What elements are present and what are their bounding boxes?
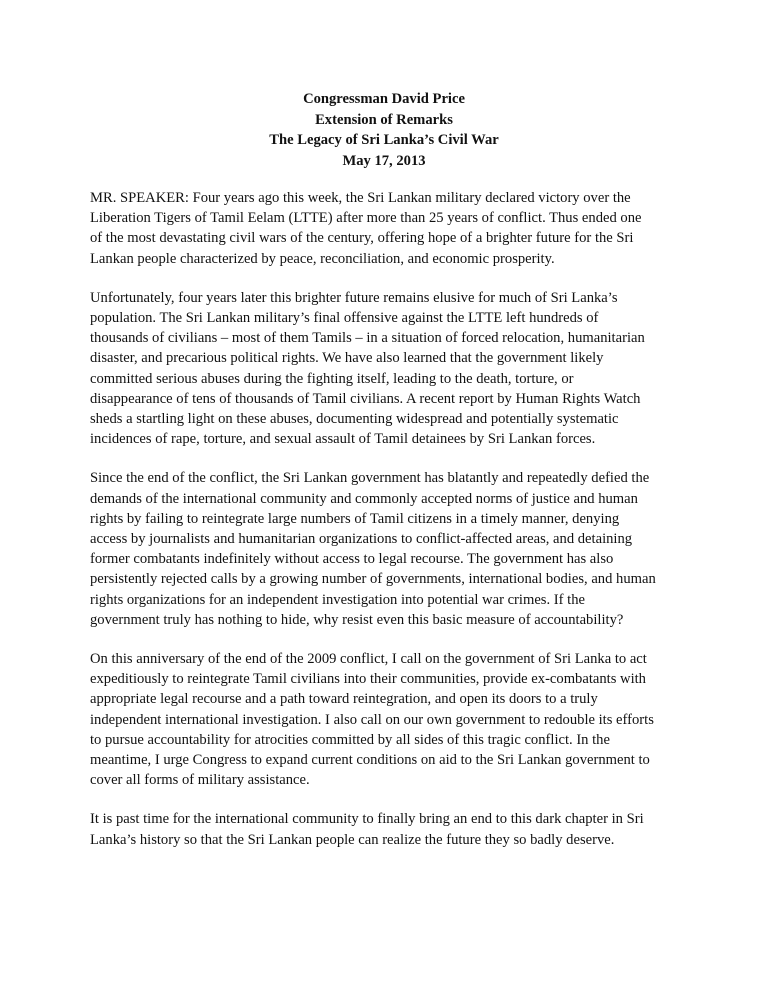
text-line: demands of the international community and commonly accepted norms of justice and human <box>90 490 638 507</box>
paragraph-5 <box>90 809 690 849</box>
document-body <box>90 188 690 869</box>
text-line: MR. SPEAKER: Four years ago this week, the Sri Lankan military declared victory over the <box>90 190 631 206</box>
text-line: Since the end of the conflict, the Sri Lankan government has blatantly and repeatedly defied the <box>90 470 650 487</box>
text-line: meantime, I urge Congress to expand current conditions on aid to the Sri Lankan government to <box>90 752 650 769</box>
text-line: of the most devastating civil wars of the century, offering hope of a brighter future for the Sri <box>90 230 634 247</box>
text-line: appropriate legal recourse and a path toward reintegration, and open its doors to a truly <box>90 691 598 708</box>
doc-type-line: Extension of Remarks <box>315 111 453 128</box>
text-line: expeditiously to reintegrate Tamil civilians into their communities, provide ex-combatants with <box>90 671 646 688</box>
text-line: Unfortunately, four years later this brighter future remains elusive for much of Sri Lanka’s <box>90 289 618 306</box>
document-title: The Legacy of Sri Lanka’s Civil War <box>269 132 499 148</box>
text-line: On this anniversary of the end of the 2009 conflict, I call on the government of Sri Lanka to act <box>90 651 647 668</box>
author-line: Congressman David Price <box>303 91 465 107</box>
text-line: incidences of rape, torture, and sexual assault of Tamil detainees by Sri Lankan forces. <box>90 431 596 448</box>
text-line: access by journalists and humanitarian organizations to conflict-affected areas, and detaining <box>90 531 633 548</box>
paragraph-1 <box>90 188 690 269</box>
text-line: Lanka’s history so that the Sri Lankan people can realize the future they so badly deserve. <box>90 831 615 848</box>
text-line: committed serious abuses during the fighting itself, leading to the death, torture, or <box>90 370 574 387</box>
text-line: Liberation Tigers of Tamil Eelam (LTTE) after more than 25 years of conflict. Thus ended one <box>90 210 642 227</box>
text-line: disaster, and precarious political rights. We have also learned that the government likely <box>90 350 604 367</box>
paragraph-2 <box>90 288 690 450</box>
paragraph-3 <box>90 468 690 630</box>
text-line: former combatants indefinitely without access to legal recourse. The government has also <box>90 551 614 568</box>
document-header <box>0 89 768 171</box>
text-line: It is past time for the international community to finally bring an end to this dark chapter in Sri <box>90 811 644 828</box>
text-line: to pursue accountability for atrocities committed by all sides of this tragic conflict. In the <box>90 731 610 748</box>
text-line: rights organizations for an independent investigation into potential war crimes. If the <box>90 591 585 608</box>
document-date: May 17, 2013 <box>342 152 426 169</box>
text-line: sheds a startling light on these abuses, documenting widespread and potentially systematic <box>90 411 619 428</box>
text-line: cover all forms of military assistance. <box>90 772 310 789</box>
text-line: disappearance of tens of thousands of Tamil civilians. A recent report by Human Rights Watch <box>90 390 641 407</box>
text-line: independent international investigation. I also call on our own government to redouble its efforts <box>90 711 654 728</box>
text-line: persistently rejected calls by a growing number of governments, international bodies, and human <box>90 571 656 588</box>
text-line: rights by failing to reintegrate large numbers of Tamil citizens in a timely manner, denying <box>90 510 620 527</box>
text-line: government truly has nothing to hide, why resist even this basic measure of accountability? <box>90 611 624 628</box>
paragraph-4 <box>90 649 690 790</box>
text-line: thousands of civilians – most of them Tamils – in a situation of forced relocation, humanitarian <box>90 330 645 347</box>
text-line: Lankan people characterized by peace, reconciliation, and economic prosperity. <box>90 250 555 267</box>
text-line: population. The Sri Lankan military’s final offensive against the LTTE left hundreds of <box>90 310 599 327</box>
